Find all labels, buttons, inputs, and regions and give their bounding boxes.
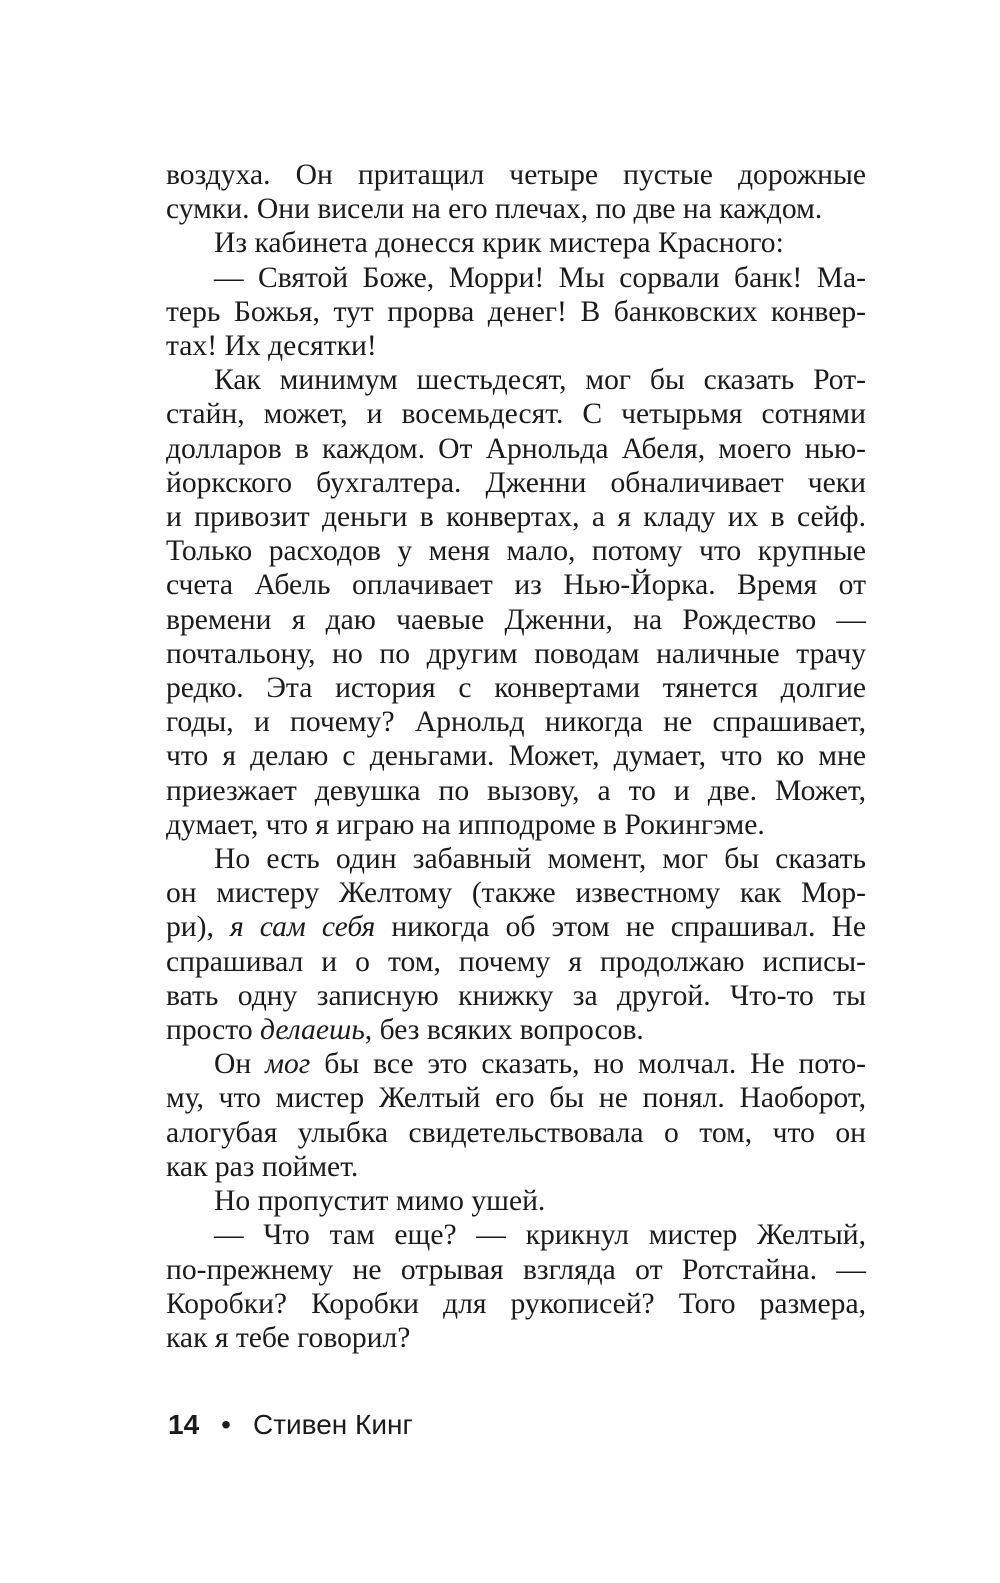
body-text — [166, 158, 866, 1355]
text-line: приезжает девушка по вызову, а то и две. Может, — [166, 774, 866, 807]
text-run: никогда об этом не спрашивал. Не — [375, 911, 866, 944]
text-line: что я делаю с деньгами. Может, думает, что ко мне — [166, 740, 866, 773]
italic-text: я сам себя — [229, 911, 376, 944]
text-line: времени я даю чаевые Дженни, на Рождество — — [166, 603, 866, 636]
text-line: алогубая улыбка свидетельствовала о том, что он — [166, 1116, 866, 1149]
text-line — [166, 910, 866, 944]
italic-text: мог — [265, 1048, 311, 1081]
author-name: Стивен Кинг — [252, 1409, 413, 1440]
text-run: просто — [166, 1014, 261, 1047]
text-line: Но есть один забавный момент, мог бы сказать — [214, 843, 866, 876]
text-line: йоркского бухгалтера. Дженни обналичивает чеки — [166, 466, 866, 499]
text-line: счета Абель оплачивает из Нью-Йорка. Время от — [166, 569, 866, 602]
page-number: 14 — [168, 1409, 200, 1440]
text-line — [166, 1047, 866, 1081]
text-line: вать одну записную книжку за другой. Что-то ты — [166, 979, 866, 1012]
text-line: годы, и почему? Арнольд никогда не спрашивает, — [166, 706, 866, 739]
text-line: — Что там еще? — крикнул мистер Желтый, — [214, 1219, 866, 1252]
text-line: тах! Их десятки! — [166, 330, 377, 363]
text-run: Он — [214, 1048, 266, 1081]
text-line: Как минимум шестьдесят, мог бы сказать Рот- — [214, 364, 866, 397]
text-line: Но пропустит мимо ушей. — [214, 1185, 546, 1218]
text-line: воздуха. Он притащил четыре пустые дорожные — [166, 159, 866, 191]
page-footer — [168, 1405, 413, 1445]
text-line: — Святой Боже, Морри! Мы сорвали банк! Ма- — [214, 261, 866, 294]
text-line: редко. Эта история с конвертами тянется долгие — [166, 672, 866, 705]
text-line: и привозит деньги в конвертах, а я кладу их в сейф. — [166, 501, 866, 534]
text-line: почтальону, но по другим поводам наличные трачу — [166, 637, 866, 670]
italic-text: делаешь — [260, 1014, 365, 1047]
text-line: как я тебе говорил? — [166, 1321, 411, 1354]
text-run: , без всяких вопросов. — [364, 1014, 644, 1047]
text-line: думает, что я играю на ипподроме в Рокингэме. — [166, 808, 765, 841]
footer-separator: • — [221, 1409, 231, 1440]
text-line: как раз поймет. — [166, 1150, 359, 1183]
text-line: по-прежнему не отрывая взгляда от Ротстайна. — — [166, 1253, 866, 1286]
text-line: спрашивал и о том, почему я продолжаю исписы- — [166, 945, 866, 978]
text-line: долларов в каждом. От Арнольда Абеля, моего нью- — [166, 432, 866, 465]
text-run: бы все это сказать, но молчал. Не пото- — [310, 1048, 867, 1081]
text-line: он мистеру Желтому (также известному как Мор- — [166, 877, 866, 910]
text-line — [166, 1013, 866, 1047]
text-line: му, что мистер Желтый его бы не понял. Наоборот, — [166, 1082, 866, 1115]
text-line: сумки. Они висели на его плечах, по две на каждом. — [166, 193, 823, 226]
text-run: ри), — [166, 911, 230, 944]
text-line: стайн, может, и восемьдесят. С четырьмя сотнями — [166, 398, 866, 431]
text-line: Только расходов у меня мало, потому что крупные — [166, 535, 866, 568]
text-line: Коробки? Коробки для рукописей? Того размера, — [166, 1287, 866, 1320]
text-line: Из кабинета донесся крик мистера Красного: — [214, 227, 784, 260]
text-line: терь Божья, тут прорва денег! В банковских конвер- — [166, 295, 866, 328]
